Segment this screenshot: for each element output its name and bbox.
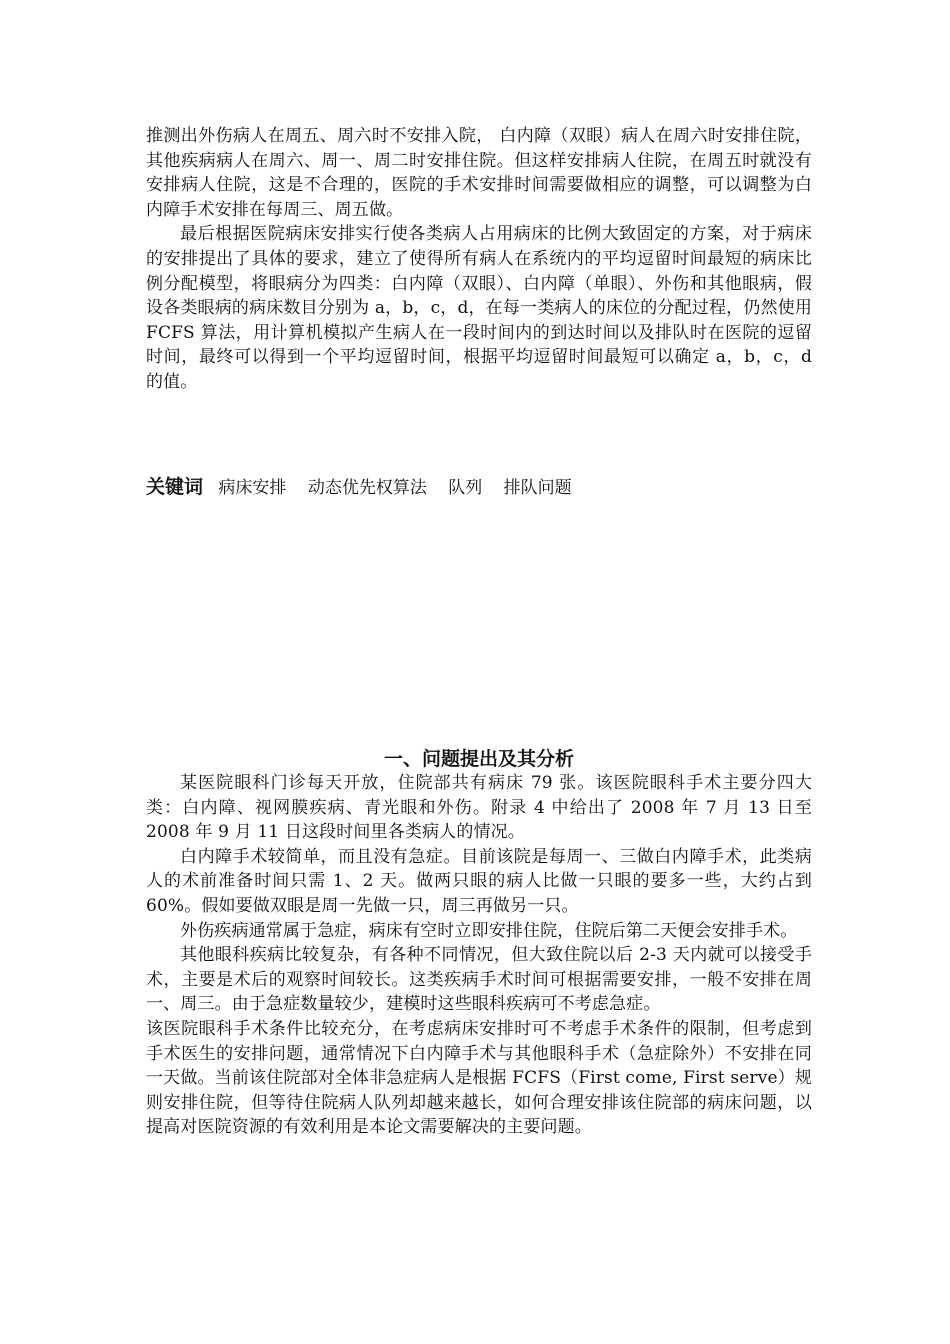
section-paragraph-1: 某医院眼科门诊每天开放，住院部共有病床 79 张。该医院眼科手术主要分四大类：白内障、视网膜疾病、青光眼和外伤。附录 4 中给出了 2008 年 7 月 13 日至 2008 年 9 月 11 日这段时间里各类病人的情况。: [146, 773, 812, 843]
keywords-label: 关键词: [146, 476, 204, 498]
abstract-continued: [146, 124, 812, 395]
keyword-item: 病床安排: [218, 478, 287, 498]
section-paragraph-5: 该医院眼科手术条件比较充分，在考虑病床安排时可不考虑手术条件的限制，但考虑到手术医生的安排问题，通常情况下白内障手术与其他眼科手术（急症除外）不安排在同一天做。当前该住院部对全体非急症病人是根据 FCFS（First come, First serve）规则安排住院，但等待住院病人队列却越来越长，如何合理安排该住院部的病床问题，以提高对医院资源的有效利用是本论文需要解决的主要问题。: [146, 1018, 812, 1138]
section-paragraph-2: 白内障手术较简单，而且没有急症。目前该院是每周一、三做白内障手术，此类病人的术前准备时间只需 1、2 天。做两只眼的病人比做一只眼的要多一些，大约占到 60%。假如要做双眼是周一先做一只，周三再做另一只。: [146, 846, 812, 916]
abstract-paragraph-1: 推测出外伤病人在周五、周六时不安排入院， 白内障（双眼）病人在周六时安排住院，其他疾病病人在周六、周一、周二时安排住院。但这样安排病人住院，在周五时就没有安排病人住院，这是不合理的，医院的手术安排时间需要做相应的调整，可以调整为白内障手术安排在每周三、周五做。: [146, 126, 812, 220]
keywords-line: [146, 474, 588, 501]
section-heading: 一、问题提出及其分析: [383, 748, 574, 770]
keyword-item: 队列: [448, 478, 483, 498]
abstract-paragraph-2: 最后根据医院病床安排实行使各类病人占用病床的比例大致固定的方案，对于病床的安排提出了具体的要求，建立了使得所有病人在系统内的平均逗留时间最短的病床比例分配模型，将眼病分为四类：白内障（双眼）、白内障（单眼）、外伤和其他眼病，假设各类眼病的病床数目分别为 a，b，c，d，在每一类病人的床位的分配过程，仍然使用 FCFS 算法，用计算机模拟产生病人在一段时间内的到达时间以及排队时在医院的逗留时间，最终可以得到一个平均逗留时间，根据平均逗留时间最短可以确定 a，b，c，d 的值。: [146, 224, 812, 392]
keyword-item: 动态优先权算法: [307, 478, 427, 498]
keyword-item: 排队问题: [503, 478, 572, 498]
section-paragraph-4: 其他眼科疾病比较复杂，有各种不同情况，但大致住院以后 2-3 天内就可以接受手术，主要是术后的观察时间较长。这类疾病手术时间可根据需要安排，一般不安排在周一、周三。由于急症数量较少，建模时这些眼科疾病可不考虑急症。: [146, 945, 812, 1015]
section-paragraph-3: 外伤疾病通常属于急症，病床有空时立即安排住院，住院后第二天便会安排手术。: [180, 920, 798, 941]
section-body: [146, 771, 812, 1140]
